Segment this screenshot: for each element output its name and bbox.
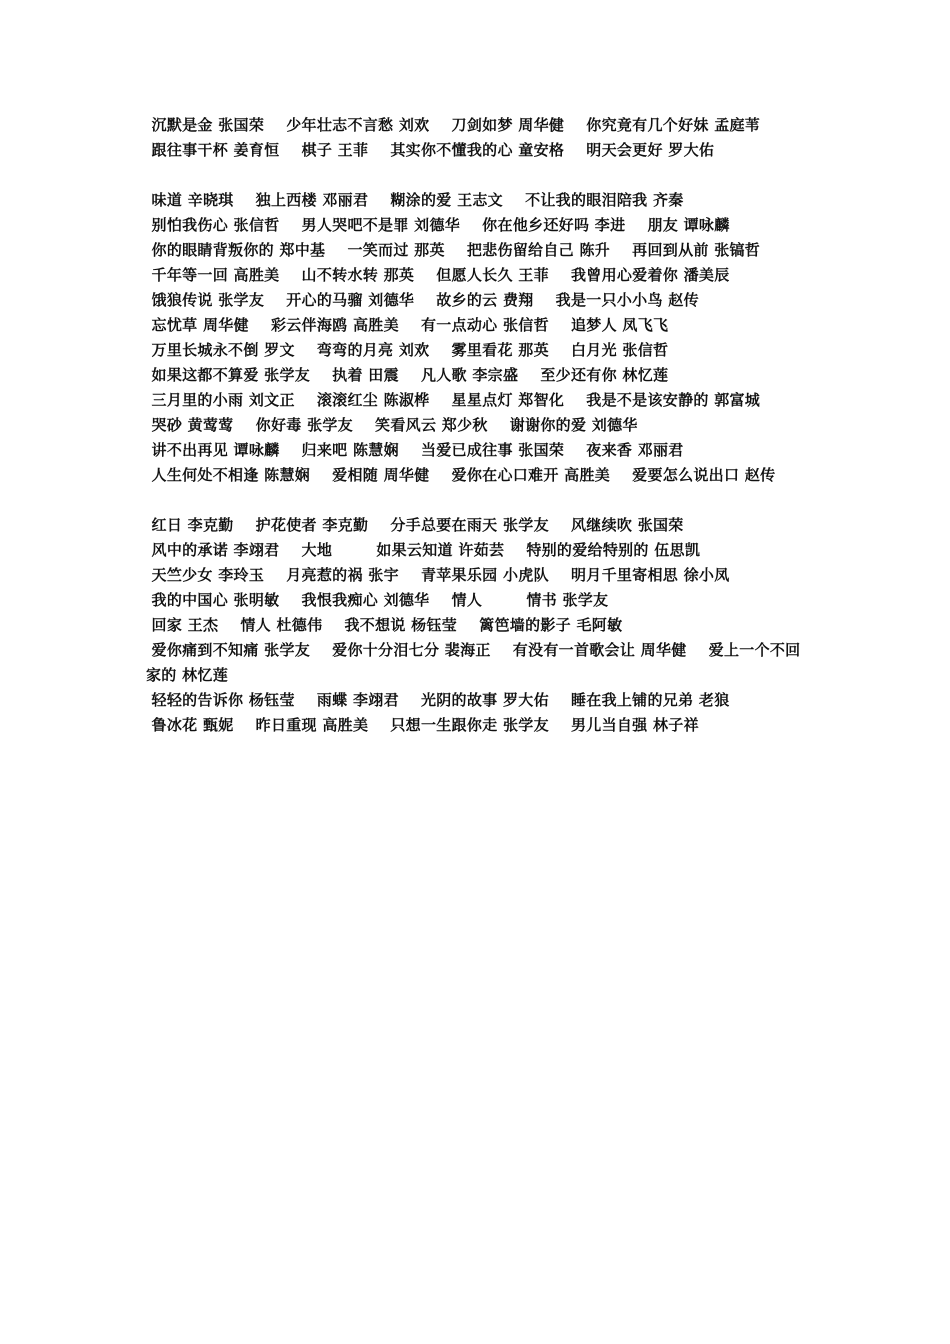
song-line: 风中的承诺 李翊君 大地 如果云知道 许茹芸 特别的爱给特别的 伍思凯 [146,541,701,559]
song-line: 你的眼睛背叛你的 郑中基 一笑而过 那英 把悲伤留给自己 陈升 再回到从前 张镐哲 [146,241,761,259]
song-line: 鲁冰花 甄妮 昨日重现 高胜美 只想一生跟你走 张学友 男儿当自强 林子祥 [146,716,699,734]
song-line: 别怕我伤心 张信哲 男人哭吧不是罪 刘德华 你在他乡还好吗 李进 朋友 谭咏麟 [146,216,730,234]
song-line: 如果这都不算爱 张学友 执着 田震 凡人歌 李宗盛 至少还有你 林忆莲 [146,366,669,384]
song-line: 爱你痛到不知痛 张学友 爱你十分泪七分 裴海正 有没有一首歌会让 周华健 爱上一个不回家的 林忆莲 [146,641,801,684]
song-line: 三月里的小雨 刘文正 滚滚红尘 陈淑桦 星星点灯 郑智化 我是不是该安静的 郭富城 [146,391,761,409]
song-line: 味道 辛晓琪 独上西楼 邓丽君 糊涂的爱 王志文 不让我的眼泪陪我 齐秦 [146,191,684,209]
song-line: 千年等一回 高胜美 山不转水转 那英 但愿人长久 王菲 我曾用心爱着你 潘美辰 [146,266,730,284]
song-list [146,113,810,738]
song-line: 跟往事干杯 姜育恒 棋子 王菲 其实你不懂我的心 童安格 明天会更好 罗大佑 [146,141,715,159]
song-line: 天竺少女 李玲玉 月亮惹的祸 张宇 青苹果乐园 小虎队 明月千里寄相思 徐小凤 [146,566,730,584]
song-line: 红日 李克勤 护花使者 李克勤 分手总要在雨天 张学友 风继续吹 张国荣 [146,516,684,534]
song-line: 沉默是金 张国荣 少年壮志不言愁 刘欢 刀剑如梦 周华健 你究竟有几个好妹 孟庭苇 [146,116,761,134]
song-line: 饿狼传说 张学友 开心的马骝 刘德华 故乡的云 费翔 我是一只小小鸟 赵传 [146,291,699,309]
song-line: 我的中国心 张明敏 我恨我痴心 刘德华 情人 情书 张学友 [146,591,609,609]
song-line: 回家 王杰 情人 杜德伟 我不想说 杨钰莹 篱笆墙的影子 毛阿敏 [146,616,623,634]
song-line: 万里长城永不倒 罗文 弯弯的月亮 刘欢 雾里看花 那英 白月光 张信哲 [146,341,669,359]
song-line: 人生何处不相逢 陈慧娴 爱相随 周华健 爱你在心口难开 高胜美 爱要怎么说出口 赵传 [146,466,776,484]
song-line: 讲不出再见 谭咏麟 归来吧 陈慧娴 当爱已成往事 张国荣 夜来香 邓丽君 [146,441,684,459]
song-line: 忘忧草 周华健 彩云伴海鸥 高胜美 有一点动心 张信哲 追梦人 凤飞飞 [146,316,669,334]
song-line: 哭砂 黄莺莺 你好毒 张学友 笑看风云 郑少秋 谢谢你的爱 刘德华 [146,416,638,434]
song-line: 轻轻的告诉你 杨钰莹 雨蝶 李翊君 光阴的故事 罗大佑 睡在我上铺的兄弟 老狼 [146,691,730,709]
